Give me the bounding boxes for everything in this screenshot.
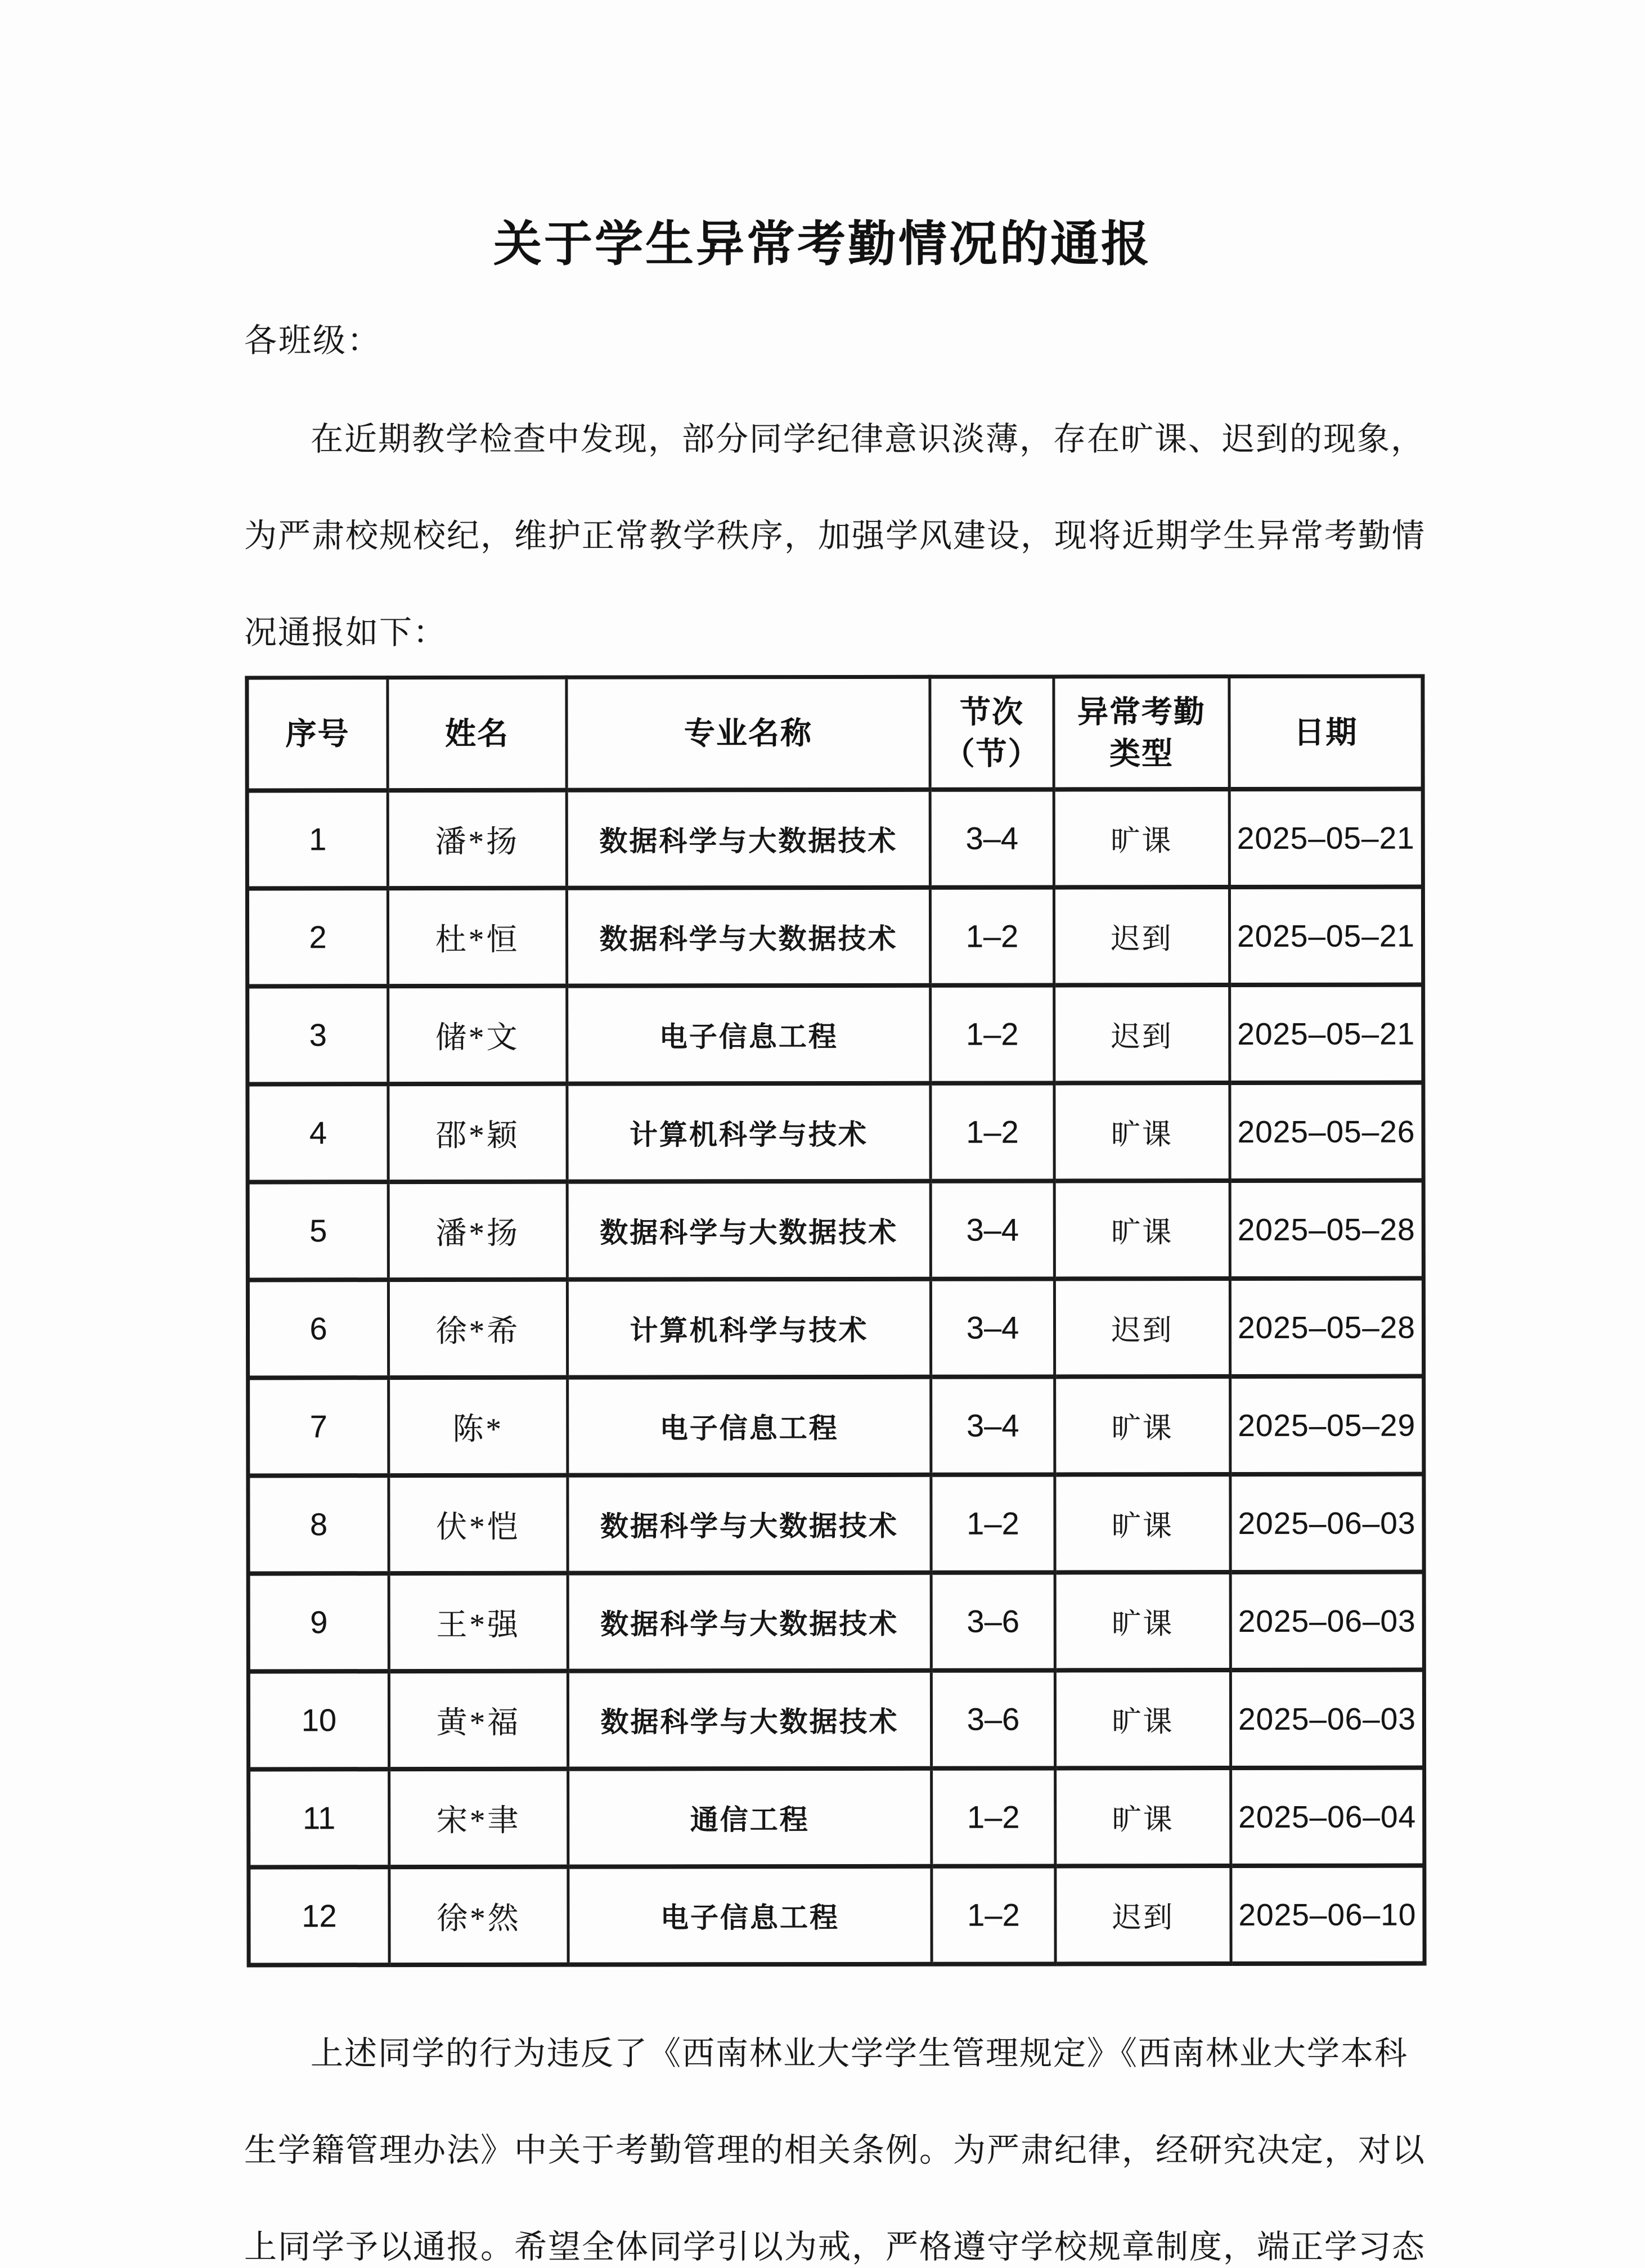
- header-cell-periods: 节次 （节）: [930, 677, 1054, 789]
- cell-type: 旷课: [1054, 1181, 1230, 1279]
- cell-periods: 1–2: [932, 1866, 1055, 1964]
- salutation: 各班级：: [244, 322, 382, 359]
- table-row: [248, 1082, 1423, 1182]
- table-row: [248, 1376, 1424, 1475]
- cell-date: 2025–06–03: [1230, 1670, 1424, 1767]
- cell-index: 9: [248, 1573, 389, 1671]
- cell-periods: 1–2: [931, 1083, 1054, 1181]
- cell-major: 数据科学与大数据技术: [567, 887, 930, 986]
- cell-date: 2025–05–28: [1230, 1180, 1423, 1278]
- header-cell-type: 异常考勤 类型: [1054, 677, 1229, 789]
- table-row: [249, 1767, 1424, 1867]
- paragraph-line: 生学籍管理办法》中关于考勤管理的相关条例。为严肃纪律，经研究决定，对以: [244, 2132, 1426, 2168]
- cell-type: 旷课: [1055, 1768, 1231, 1866]
- cell-periods: 1–2: [932, 1768, 1055, 1866]
- cell-index: 8: [248, 1475, 389, 1573]
- cell-name: 潘*扬: [388, 790, 567, 888]
- cell-type: 旷课: [1054, 789, 1229, 887]
- cell-index: 10: [248, 1671, 389, 1769]
- document-title: 关于学生异常考勤情况的通报: [493, 217, 1152, 271]
- cell-name: 徐*希: [388, 1279, 567, 1377]
- paragraph-line: 上同学予以通报。希望全体同学引以为戒，严格遵守学校规章制度，端正学习态: [244, 2229, 1426, 2265]
- table-row: [248, 1180, 1423, 1280]
- cell-name: 宋*聿: [389, 1768, 568, 1866]
- cell-major: 通信工程: [568, 1768, 932, 1866]
- table-row: [248, 1572, 1424, 1671]
- cell-index: 2: [247, 888, 388, 986]
- cell-index: 6: [248, 1280, 388, 1378]
- cell-type: 旷课: [1055, 1376, 1230, 1474]
- cell-name: 伏*恺: [389, 1475, 568, 1573]
- cell-index: 5: [248, 1182, 388, 1280]
- cell-date: 2025–05–29: [1230, 1376, 1424, 1474]
- attendance-table: [245, 674, 1426, 1967]
- cell-name: 邵*颖: [388, 1083, 567, 1181]
- intro-paragraph: [244, 391, 1431, 681]
- cell-major: 电子信息工程: [568, 1376, 931, 1475]
- table-row: [248, 984, 1423, 1084]
- paragraph-line: 为严肃校规校纪，维护正常教学秩序，加强学风建设，现将近期学生异常考勤情: [244, 518, 1426, 554]
- cell-date: 2025–06–03: [1230, 1474, 1424, 1572]
- cell-type: 旷课: [1055, 1572, 1230, 1670]
- cell-type: 旷课: [1054, 1083, 1230, 1181]
- table-row: [248, 1670, 1424, 1769]
- cell-type: 迟到: [1055, 1866, 1231, 1964]
- cell-name: 王*强: [389, 1573, 568, 1671]
- cell-index: 7: [248, 1378, 389, 1475]
- table-row: [247, 789, 1423, 888]
- header-cell-index: 序号: [247, 678, 388, 790]
- cell-name: 储*文: [388, 986, 567, 1083]
- cell-index: 12: [249, 1867, 389, 1965]
- cell-type: 迟到: [1054, 1279, 1230, 1376]
- cell-major: 计算机科学与技术: [567, 1279, 931, 1377]
- cell-major: 计算机科学与技术: [567, 1083, 931, 1181]
- cell-major: 数据科学与大数据技术: [568, 1474, 931, 1573]
- paragraph-line: 上述同学的行为违反了《西南林业大学学生管理规定》《西南林业大学本科: [311, 2035, 1409, 2072]
- paragraph-line: 况通报如下：: [244, 614, 447, 651]
- cell-date: 2025–05–26: [1230, 1082, 1423, 1180]
- closing-paragraph: [244, 2005, 1431, 2268]
- cell-type: 旷课: [1055, 1474, 1230, 1572]
- cell-name: 杜*恒: [388, 888, 567, 986]
- cell-date: 2025–05–21: [1230, 984, 1423, 1082]
- table-row: [248, 1278, 1423, 1378]
- cell-major: 电子信息工程: [568, 1866, 932, 1964]
- cell-periods: 3–6: [931, 1670, 1055, 1768]
- header-cell-major: 专业名称: [567, 677, 930, 790]
- cell-name: 陈*: [389, 1377, 568, 1475]
- header-cell-date: 日期: [1229, 676, 1423, 789]
- cell-periods: 3–4: [931, 1279, 1054, 1376]
- cell-date: 2025–05–21: [1229, 789, 1423, 886]
- cell-index: 4: [248, 1084, 388, 1182]
- cell-index: 3: [248, 986, 388, 1084]
- paragraph-line: 在近期教学检查中发现，部分同学纪律意识淡薄，存在旷课、迟到的现象，: [311, 421, 1425, 457]
- cell-type: 旷课: [1055, 1670, 1230, 1768]
- cell-major: 数据科学与大数据技术: [567, 1181, 931, 1279]
- header-cell-name: 姓名: [388, 677, 567, 790]
- cell-date: 2025–06–03: [1230, 1572, 1424, 1670]
- cell-major: 数据科学与大数据技术: [568, 1670, 931, 1768]
- cell-periods: 1–2: [930, 887, 1054, 985]
- cell-type: 迟到: [1054, 985, 1230, 1083]
- cell-major: 数据科学与大数据技术: [568, 1572, 931, 1671]
- cell-date: 2025–05–21: [1229, 886, 1423, 984]
- cell-periods: 1–2: [931, 985, 1054, 1083]
- table-row: [248, 1474, 1424, 1573]
- cell-name: 黄*福: [389, 1671, 568, 1768]
- cell-date: 2025–06–10: [1231, 1865, 1424, 1963]
- cell-date: 2025–05–28: [1230, 1278, 1423, 1376]
- table-row: [247, 886, 1423, 986]
- cell-major: 数据科学与大数据技术: [567, 789, 930, 888]
- cell-periods: 3–4: [930, 789, 1054, 887]
- cell-periods: 3–4: [931, 1376, 1055, 1474]
- cell-index: 11: [249, 1769, 389, 1867]
- cell-index: 1: [247, 790, 388, 888]
- cell-type: 迟到: [1054, 887, 1229, 985]
- cell-periods: 1–2: [931, 1474, 1055, 1572]
- cell-major: 电子信息工程: [567, 985, 931, 1083]
- table-row: [249, 1865, 1424, 1965]
- cell-periods: 3–4: [931, 1181, 1054, 1279]
- table-header-row: [247, 676, 1423, 790]
- cell-name: 潘*扬: [388, 1181, 567, 1279]
- cell-periods: 3–6: [931, 1572, 1055, 1670]
- cell-name: 徐*然: [389, 1866, 568, 1964]
- cell-date: 2025–06–04: [1231, 1767, 1424, 1865]
